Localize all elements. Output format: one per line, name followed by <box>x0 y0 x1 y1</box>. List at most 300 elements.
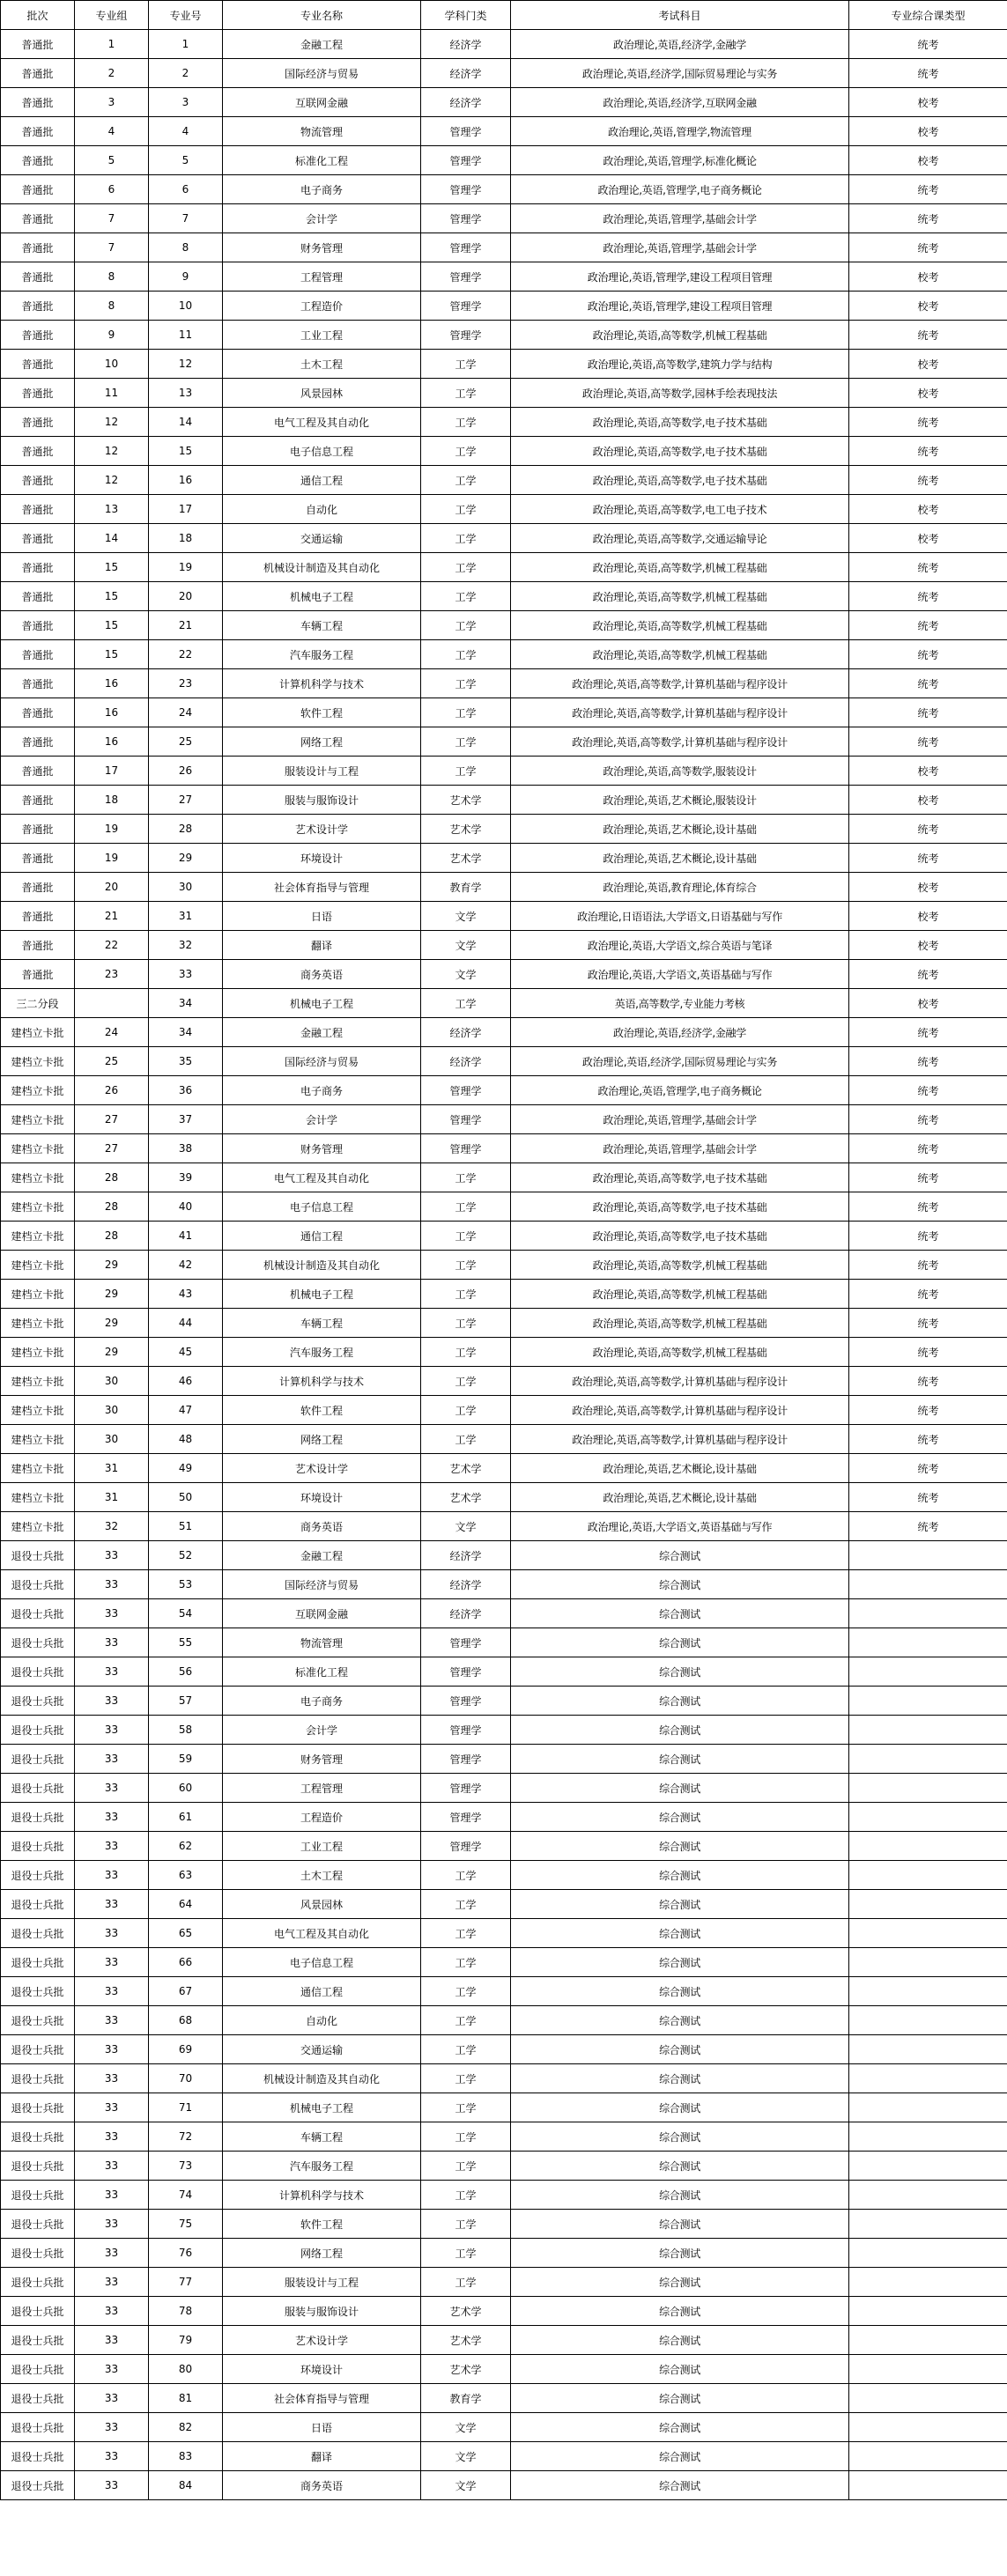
cell-discipline: 工学 <box>421 2006 511 2035</box>
cell-course-type: 统考 <box>849 640 1007 669</box>
cell-exam-subjects: 政治理论,英语,大学语文,英语基础与写作 <box>511 960 849 989</box>
cell-exam-subjects: 综合测试 <box>511 2355 849 2384</box>
cell-batch: 退役士兵批 <box>1 2384 75 2413</box>
cell-major-name: 网络工程 <box>223 727 421 757</box>
cell-discipline: 管理学 <box>421 117 511 146</box>
cell-major-number: 26 <box>149 757 223 786</box>
cell-major-number: 54 <box>149 1599 223 1628</box>
cell-major-name: 环境设计 <box>223 2355 421 2384</box>
header-major-name: 专业名称 <box>223 1 421 30</box>
table-row <box>1 1861 1007 1890</box>
cell-discipline: 艺术学 <box>421 844 511 873</box>
cell-course-type: 统考 <box>849 1134 1007 1163</box>
cell-course-type <box>849 1803 1007 1832</box>
cell-discipline: 管理学 <box>421 175 511 204</box>
cell-exam-subjects: 政治理论,英语,高等数学,机械工程基础 <box>511 321 849 350</box>
cell-major-name: 工业工程 <box>223 321 421 350</box>
cell-major-name: 商务英语 <box>223 1512 421 1541</box>
cell-major-number: 80 <box>149 2355 223 2384</box>
cell-major-name: 财务管理 <box>223 1134 421 1163</box>
cell-batch: 普通批 <box>1 262 75 292</box>
table-row <box>1 59 1007 88</box>
cell-major-name: 网络工程 <box>223 2239 421 2268</box>
cell-exam-subjects: 政治理论,英语,高等数学,机械工程基础 <box>511 1338 849 1367</box>
table-row <box>1 262 1007 292</box>
cell-batch: 退役士兵批 <box>1 2122 75 2152</box>
cell-batch: 退役士兵批 <box>1 2268 75 2297</box>
cell-exam-subjects: 综合测试 <box>511 1919 849 1948</box>
cell-discipline: 管理学 <box>421 1774 511 1803</box>
cell-major-number: 71 <box>149 2093 223 2122</box>
cell-major-group: 15 <box>75 553 149 582</box>
cell-course-type: 统考 <box>849 1425 1007 1454</box>
cell-major-name: 翻译 <box>223 2442 421 2471</box>
cell-course-type <box>849 2297 1007 2326</box>
cell-major-group: 20 <box>75 873 149 902</box>
cell-batch: 退役士兵批 <box>1 2297 75 2326</box>
cell-discipline: 工学 <box>421 1948 511 1977</box>
cell-batch: 建档立卡批 <box>1 1192 75 1222</box>
table-row <box>1 2442 1007 2471</box>
cell-major-name: 标准化工程 <box>223 146 421 175</box>
cell-major-name: 电子信息工程 <box>223 1192 421 1222</box>
cell-course-type <box>849 1861 1007 1890</box>
cell-major-group: 33 <box>75 1657 149 1687</box>
cell-batch: 退役士兵批 <box>1 1774 75 1803</box>
cell-discipline: 管理学 <box>421 1134 511 1163</box>
cell-major-number: 55 <box>149 1628 223 1657</box>
cell-discipline: 管理学 <box>421 321 511 350</box>
cell-batch: 普通批 <box>1 292 75 321</box>
cell-course-type: 统考 <box>849 1105 1007 1134</box>
cell-exam-subjects: 综合测试 <box>511 2093 849 2122</box>
cell-discipline: 工学 <box>421 408 511 437</box>
cell-major-number: 22 <box>149 640 223 669</box>
cell-discipline: 管理学 <box>421 262 511 292</box>
cell-batch: 普通批 <box>1 350 75 379</box>
cell-batch: 退役士兵批 <box>1 2326 75 2355</box>
cell-major-number: 30 <box>149 873 223 902</box>
header-row <box>1 1 1007 30</box>
table-row <box>1 727 1007 757</box>
cell-discipline: 工学 <box>421 2093 511 2122</box>
cell-batch: 退役士兵批 <box>1 1628 75 1657</box>
cell-discipline: 文学 <box>421 2413 511 2442</box>
cell-batch: 退役士兵批 <box>1 1919 75 1948</box>
cell-exam-subjects: 综合测试 <box>511 2326 849 2355</box>
cell-exam-subjects: 综合测试 <box>511 2006 849 2035</box>
cell-major-name: 电气工程及其自动化 <box>223 1919 421 1948</box>
cell-major-number: 59 <box>149 1745 223 1774</box>
cell-discipline: 工学 <box>421 379 511 408</box>
cell-major-group: 33 <box>75 2064 149 2093</box>
cell-course-type: 校考 <box>849 757 1007 786</box>
cell-course-type: 统考 <box>849 1222 1007 1251</box>
cell-major-group: 7 <box>75 233 149 262</box>
cell-batch: 建档立卡批 <box>1 1425 75 1454</box>
table-row <box>1 2064 1007 2093</box>
cell-course-type: 统考 <box>849 1163 1007 1192</box>
cell-major-number: 68 <box>149 2006 223 2035</box>
cell-major-number: 78 <box>149 2297 223 2326</box>
cell-exam-subjects: 综合测试 <box>511 1599 849 1628</box>
cell-batch: 建档立卡批 <box>1 1076 75 1105</box>
cell-batch: 退役士兵批 <box>1 2471 75 2500</box>
cell-discipline: 工学 <box>421 1192 511 1222</box>
table-row <box>1 1105 1007 1134</box>
cell-batch: 普通批 <box>1 495 75 524</box>
cell-major-name: 社会体育指导与管理 <box>223 873 421 902</box>
cell-major-group: 33 <box>75 2297 149 2326</box>
table-row <box>1 1018 1007 1047</box>
table-row <box>1 2035 1007 2064</box>
cell-major-name: 工程管理 <box>223 262 421 292</box>
table-row <box>1 2326 1007 2355</box>
cell-exam-subjects: 政治理论,英语,高等数学,电子技术基础 <box>511 1163 849 1192</box>
table-row <box>1 1076 1007 1105</box>
cell-major-group: 11 <box>75 379 149 408</box>
table-row <box>1 1367 1007 1396</box>
cell-exam-subjects: 英语,高等数学,专业能力考核 <box>511 989 849 1018</box>
cell-course-type <box>849 2006 1007 2035</box>
cell-batch: 退役士兵批 <box>1 1890 75 1919</box>
cell-major-name: 电子商务 <box>223 1076 421 1105</box>
cell-exam-subjects: 政治理论,英语,高等数学,机械工程基础 <box>511 640 849 669</box>
cell-course-type <box>849 2384 1007 2413</box>
header-discipline: 学科门类 <box>421 1 511 30</box>
cell-discipline: 工学 <box>421 524 511 553</box>
cell-major-number: 8 <box>149 233 223 262</box>
cell-course-type <box>849 1570 1007 1599</box>
cell-batch: 普通批 <box>1 786 75 815</box>
cell-discipline: 工学 <box>421 640 511 669</box>
cell-major-group: 27 <box>75 1105 149 1134</box>
cell-discipline: 教育学 <box>421 2384 511 2413</box>
cell-major-name: 服装与服饰设计 <box>223 786 421 815</box>
cell-exam-subjects: 政治理论,英语,高等数学,电工电子技术 <box>511 495 849 524</box>
cell-exam-subjects: 政治理论,英语,大学语文,英语基础与写作 <box>511 1512 849 1541</box>
cell-exam-subjects: 政治理论,英语,经济学,金融学 <box>511 30 849 59</box>
cell-discipline: 经济学 <box>421 1599 511 1628</box>
cell-exam-subjects: 政治理论,英语,高等数学,计算机基础与程序设计 <box>511 669 849 698</box>
cell-major-name: 网络工程 <box>223 1425 421 1454</box>
cell-discipline: 工学 <box>421 1338 511 1367</box>
table-row <box>1 1628 1007 1657</box>
cell-major-number: 25 <box>149 727 223 757</box>
cell-course-type <box>849 1919 1007 1948</box>
cell-exam-subjects: 综合测试 <box>511 1716 849 1745</box>
cell-major-number: 57 <box>149 1687 223 1716</box>
cell-discipline: 工学 <box>421 1861 511 1890</box>
table-row <box>1 1657 1007 1687</box>
cell-discipline: 艺术学 <box>421 2355 511 2384</box>
cell-exam-subjects: 政治理论,英语,高等数学,机械工程基础 <box>511 1280 849 1309</box>
cell-major-group: 28 <box>75 1192 149 1222</box>
cell-exam-subjects: 政治理论,英语,高等数学,交通运输导论 <box>511 524 849 553</box>
table-row <box>1 233 1007 262</box>
cell-major-group: 8 <box>75 292 149 321</box>
cell-major-name: 计算机科学与技术 <box>223 2181 421 2210</box>
table-row <box>1 757 1007 786</box>
cell-major-group: 3 <box>75 88 149 117</box>
cell-exam-subjects: 综合测试 <box>511 1570 849 1599</box>
cell-discipline: 经济学 <box>421 59 511 88</box>
cell-major-name: 计算机科学与技术 <box>223 669 421 698</box>
table-row <box>1 1163 1007 1192</box>
cell-major-name: 风景园林 <box>223 379 421 408</box>
cell-exam-subjects: 政治理论,英语,高等数学,电子技术基础 <box>511 437 849 466</box>
table-row <box>1 844 1007 873</box>
cell-exam-subjects: 政治理论,英语,管理学,物流管理 <box>511 117 849 146</box>
cell-course-type <box>849 2355 1007 2384</box>
cell-batch: 普通批 <box>1 146 75 175</box>
cell-major-number: 17 <box>149 495 223 524</box>
cell-major-group: 30 <box>75 1367 149 1396</box>
cell-major-number: 48 <box>149 1425 223 1454</box>
cell-major-group: 5 <box>75 146 149 175</box>
cell-batch: 普通批 <box>1 844 75 873</box>
cell-major-name: 风景园林 <box>223 1890 421 1919</box>
cell-major-group: 33 <box>75 1774 149 1803</box>
cell-major-number: 36 <box>149 1076 223 1105</box>
cell-course-type <box>849 1541 1007 1570</box>
cell-course-type: 统考 <box>849 844 1007 873</box>
cell-discipline: 经济学 <box>421 88 511 117</box>
cell-major-group: 33 <box>75 1861 149 1890</box>
table-row <box>1 1541 1007 1570</box>
cell-exam-subjects: 政治理论,英语,艺术概论,服装设计 <box>511 786 849 815</box>
cell-discipline: 管理学 <box>421 1076 511 1105</box>
cell-major-group: 15 <box>75 640 149 669</box>
cell-discipline: 工学 <box>421 1309 511 1338</box>
cell-major-number: 77 <box>149 2268 223 2297</box>
table-row <box>1 2471 1007 2500</box>
cell-major-number: 41 <box>149 1222 223 1251</box>
cell-major-group: 33 <box>75 2442 149 2471</box>
table-row <box>1 146 1007 175</box>
cell-exam-subjects: 政治理论,英语,高等数学,机械工程基础 <box>511 1309 849 1338</box>
cell-major-group: 33 <box>75 2210 149 2239</box>
cell-exam-subjects: 政治理论,英语,管理学,电子商务概论 <box>511 175 849 204</box>
cell-discipline: 工学 <box>421 2210 511 2239</box>
cell-exam-subjects: 政治理论,英语,高等数学,计算机基础与程序设计 <box>511 1425 849 1454</box>
cell-batch: 普通批 <box>1 321 75 350</box>
table-row <box>1 1570 1007 1599</box>
cell-major-number: 7 <box>149 204 223 233</box>
cell-major-number: 61 <box>149 1803 223 1832</box>
cell-major-group: 30 <box>75 1425 149 1454</box>
cell-course-type: 统考 <box>849 727 1007 757</box>
cell-batch: 建档立卡批 <box>1 1251 75 1280</box>
cell-discipline: 文学 <box>421 2471 511 2500</box>
cell-batch: 建档立卡批 <box>1 1338 75 1367</box>
cell-exam-subjects: 政治理论,英语,高等数学,计算机基础与程序设计 <box>511 1396 849 1425</box>
cell-course-type: 统考 <box>849 466 1007 495</box>
table-row <box>1 989 1007 1018</box>
cell-major-name: 互联网金融 <box>223 88 421 117</box>
cell-discipline: 工学 <box>421 1425 511 1454</box>
cell-major-group: 33 <box>75 1687 149 1716</box>
cell-discipline: 工学 <box>421 582 511 611</box>
cell-batch: 退役士兵批 <box>1 2413 75 2442</box>
cell-course-type: 统考 <box>849 1367 1007 1396</box>
cell-batch: 退役士兵批 <box>1 1803 75 1832</box>
table-row <box>1 1483 1007 1512</box>
cell-major-group: 28 <box>75 1163 149 1192</box>
cell-course-type: 校考 <box>849 88 1007 117</box>
cell-major-group: 33 <box>75 2093 149 2122</box>
table-row <box>1 2297 1007 2326</box>
cell-exam-subjects: 政治理论,英语,管理学,建设工程项目管理 <box>511 262 849 292</box>
cell-exam-subjects: 政治理论,英语,大学语文,综合英语与笔译 <box>511 931 849 960</box>
cell-batch: 普通批 <box>1 175 75 204</box>
cell-major-number: 58 <box>149 1716 223 1745</box>
cell-batch: 建档立卡批 <box>1 1163 75 1192</box>
cell-major-name: 电气工程及其自动化 <box>223 408 421 437</box>
cell-course-type: 统考 <box>849 437 1007 466</box>
cell-major-name: 标准化工程 <box>223 1657 421 1687</box>
cell-discipline: 工学 <box>421 2268 511 2297</box>
cell-major-number: 14 <box>149 408 223 437</box>
table-row <box>1 1948 1007 1977</box>
cell-exam-subjects: 政治理论,英语,管理学,基础会计学 <box>511 1105 849 1134</box>
cell-major-group: 29 <box>75 1280 149 1309</box>
cell-batch: 退役士兵批 <box>1 2064 75 2093</box>
cell-batch: 建档立卡批 <box>1 1134 75 1163</box>
cell-exam-subjects: 综合测试 <box>511 2239 849 2268</box>
cell-exam-subjects: 政治理论,日语语法,大学语文,日语基础与写作 <box>511 902 849 931</box>
cell-exam-subjects: 政治理论,英语,高等数学,机械工程基础 <box>511 1251 849 1280</box>
cell-batch: 普通批 <box>1 873 75 902</box>
cell-major-group: 15 <box>75 582 149 611</box>
cell-major-group: 32 <box>75 1512 149 1541</box>
cell-batch: 普通批 <box>1 408 75 437</box>
cell-course-type: 校考 <box>849 117 1007 146</box>
cell-course-type: 统考 <box>849 30 1007 59</box>
cell-exam-subjects: 政治理论,英语,艺术概论,设计基础 <box>511 844 849 873</box>
cell-exam-subjects: 综合测试 <box>511 2152 849 2181</box>
cell-batch: 普通批 <box>1 582 75 611</box>
cell-batch: 退役士兵批 <box>1 2210 75 2239</box>
cell-course-type: 统考 <box>849 669 1007 698</box>
cell-exam-subjects: 政治理论,英语,管理学,建设工程项目管理 <box>511 292 849 321</box>
cell-major-number: 52 <box>149 1541 223 1570</box>
cell-major-name: 金融工程 <box>223 1541 421 1570</box>
cell-major-number: 40 <box>149 1192 223 1222</box>
cell-discipline: 工学 <box>421 669 511 698</box>
cell-major-name: 商务英语 <box>223 2471 421 2500</box>
table-row <box>1 437 1007 466</box>
cell-major-group: 33 <box>75 1541 149 1570</box>
cell-course-type: 统考 <box>849 1192 1007 1222</box>
cell-course-type <box>849 2152 1007 2181</box>
header-major-group: 专业组 <box>75 1 149 30</box>
cell-course-type: 统考 <box>849 1251 1007 1280</box>
table-row <box>1 640 1007 669</box>
cell-batch: 建档立卡批 <box>1 1047 75 1076</box>
cell-course-type <box>849 2239 1007 2268</box>
cell-discipline: 艺术学 <box>421 1483 511 1512</box>
cell-course-type: 统考 <box>849 553 1007 582</box>
cell-exam-subjects: 综合测试 <box>511 2181 849 2210</box>
cell-batch: 三二分段 <box>1 989 75 1018</box>
cell-batch: 退役士兵批 <box>1 2442 75 2471</box>
cell-major-number: 66 <box>149 1948 223 1977</box>
cell-course-type: 校考 <box>849 262 1007 292</box>
cell-batch: 建档立卡批 <box>1 1483 75 1512</box>
cell-major-number: 46 <box>149 1367 223 1396</box>
cell-major-name: 物流管理 <box>223 1628 421 1657</box>
cell-major-group: 33 <box>75 2239 149 2268</box>
cell-major-number: 9 <box>149 262 223 292</box>
cell-batch: 退役士兵批 <box>1 1745 75 1774</box>
cell-major-name: 工业工程 <box>223 1832 421 1861</box>
cell-discipline: 工学 <box>421 1977 511 2006</box>
cell-major-group: 16 <box>75 698 149 727</box>
table-row <box>1 1454 1007 1483</box>
cell-major-group: 22 <box>75 931 149 960</box>
cell-discipline: 工学 <box>421 466 511 495</box>
cell-exam-subjects: 综合测试 <box>511 1628 849 1657</box>
cell-course-type: 统考 <box>849 204 1007 233</box>
cell-major-number: 69 <box>149 2035 223 2064</box>
cell-discipline: 工学 <box>421 1163 511 1192</box>
cell-exam-subjects: 政治理论,英语,经济学,国际贸易理论与实务 <box>511 1047 849 1076</box>
cell-discipline: 艺术学 <box>421 815 511 844</box>
table-row <box>1 1832 1007 1861</box>
cell-major-name: 国际经济与贸易 <box>223 1570 421 1599</box>
cell-major-group: 15 <box>75 611 149 640</box>
cell-major-name: 通信工程 <box>223 466 421 495</box>
cell-major-number: 27 <box>149 786 223 815</box>
table-row <box>1 873 1007 902</box>
table-row <box>1 117 1007 146</box>
cell-major-name: 机械电子工程 <box>223 989 421 1018</box>
cell-major-group: 9 <box>75 321 149 350</box>
table-row <box>1 1425 1007 1454</box>
cell-batch: 建档立卡批 <box>1 1396 75 1425</box>
table-row <box>1 2152 1007 2181</box>
cell-major-group: 13 <box>75 495 149 524</box>
table-row <box>1 495 1007 524</box>
cell-exam-subjects: 政治理论,英语,高等数学,机械工程基础 <box>511 553 849 582</box>
cell-course-type: 校考 <box>849 786 1007 815</box>
cell-major-number: 75 <box>149 2210 223 2239</box>
cell-batch: 退役士兵批 <box>1 2152 75 2181</box>
table-row <box>1 2384 1007 2413</box>
cell-major-number: 10 <box>149 292 223 321</box>
cell-major-group: 33 <box>75 1977 149 2006</box>
cell-major-number: 67 <box>149 1977 223 2006</box>
table-row <box>1 553 1007 582</box>
cell-major-name: 服装设计与工程 <box>223 757 421 786</box>
cell-major-group: 12 <box>75 408 149 437</box>
cell-major-name: 车辆工程 <box>223 2122 421 2152</box>
cell-discipline: 工学 <box>421 611 511 640</box>
cell-discipline: 工学 <box>421 350 511 379</box>
cell-course-type <box>849 2035 1007 2064</box>
cell-course-type: 校考 <box>849 873 1007 902</box>
cell-discipline: 管理学 <box>421 1657 511 1687</box>
cell-course-type: 校考 <box>849 495 1007 524</box>
cell-major-number: 84 <box>149 2471 223 2500</box>
cell-major-group: 21 <box>75 902 149 931</box>
cell-discipline: 工学 <box>421 698 511 727</box>
cell-major-name: 会计学 <box>223 204 421 233</box>
cell-course-type <box>849 2413 1007 2442</box>
cell-major-name: 机械设计制造及其自动化 <box>223 2064 421 2093</box>
cell-course-type <box>849 2122 1007 2152</box>
